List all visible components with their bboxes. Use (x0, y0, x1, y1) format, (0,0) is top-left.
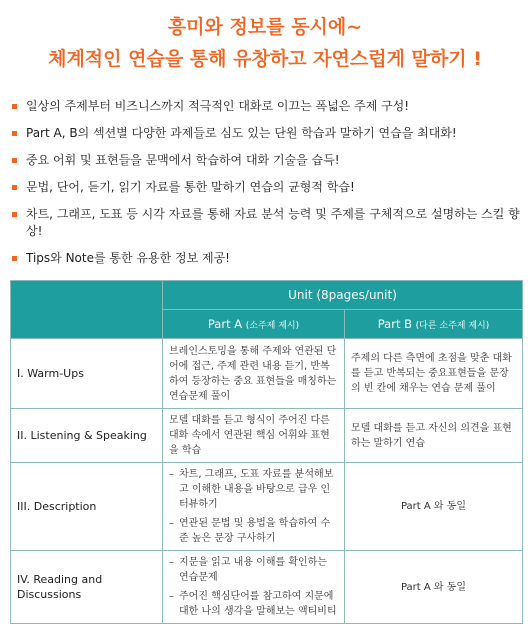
table-corner (11, 281, 163, 339)
row-title: I. Warm-Ups (11, 339, 163, 409)
feature-item: 차트, 그래프, 도표 등 시각 자료를 통해 자료 분석 능력 및 주제를 구체적으로 설명하는 스킬 향상! (12, 206, 522, 240)
feature-item: 일상의 주제부터 비즈니스까지 적극적인 대화로 이끄는 폭넓은 주제 구성! (12, 98, 522, 115)
unit-structure-table (10, 280, 523, 624)
row-title: II. Listening & Speaking (11, 409, 163, 463)
feature-item: Part A, B의 섹션별 다양한 과제들로 심도 있는 단원 학습과 말하기 연습을 최대화! (12, 125, 522, 142)
headline-line1: 흥미와 정보를 동시에~ (167, 16, 363, 38)
bullet-icon (12, 158, 17, 163)
part-a-cell: 모델 대화를 듣고 형식이 주어진 다른 대화 속에서 연관된 핵심 어휘와 표현을 학습 (163, 409, 345, 463)
row-title: III. Description (11, 463, 163, 551)
feature-item: 문법, 단어, 듣기, 읽기 자료를 통한 말하기 연습의 균형적 학습! (12, 179, 522, 196)
bullet-icon (12, 185, 17, 190)
bullet-icon (12, 131, 17, 136)
list-item: – 주어진 핵심단어를 참고하여 지문에 대한 나의 생각을 말해보는 액티비티 (169, 591, 337, 617)
part-b-header: Part B (다른 소주제 제시) (345, 310, 523, 339)
table-row (11, 463, 523, 551)
table-row (11, 551, 523, 624)
part-a-cell (163, 551, 345, 624)
part-b-cell: 모델 대화를 듣고 자신의 의견을 표현하는 말하기 연습 (345, 409, 523, 463)
bullet-icon (12, 256, 17, 261)
part-b-cell: Part A 와 동일 (345, 551, 523, 624)
feature-item: Tips와 Note를 통한 유용한 정보 제공! (12, 250, 522, 267)
bullet-icon (12, 104, 17, 109)
row-title: IV. Reading and Discussions (11, 551, 163, 624)
list-item: – 지문을 읽고 내용 이해를 확인하는 연습문제 (169, 557, 327, 583)
list-item: – 연관된 문법 및 용법을 학습하여 수준 높은 문장 구사하기 (169, 518, 331, 544)
list-item: – 차트, 그래프, 도표 자료를 분석해보고 이해한 내용을 바탕으로 급우 인터뷰하기 (169, 469, 334, 510)
part-a-cell (163, 463, 345, 551)
part-a-cell: 브레인스토밍을 통해 주제와 연관된 단어에 접근, 주제 관련 내용 듣기, 반복하여 등장하는 중요 표현들을 매칭하는 연습문제 풀이 (163, 339, 345, 409)
feature-list (12, 98, 522, 277)
part-a-header: Part A (소주제 제시) (163, 310, 345, 339)
feature-item: 중요 어휘 및 표현들을 문맥에서 학습하여 대화 기술을 습득! (12, 152, 522, 169)
part-b-cell: Part A 와 동일 (345, 463, 523, 551)
table-row (11, 409, 523, 463)
table-row (11, 339, 523, 409)
unit-header: Unit (8pages/unit) (163, 281, 523, 310)
part-b-cell: 주제의 다른 측면에 초점을 맞춘 대화를 듣고 반복되는 중요표현들을 문장의 빈 칸에 채우는 연습 문제 풀이 (345, 339, 523, 409)
headline-line2: 체계적인 연습을 통해 유창하고 자연스럽게 말하기 ! (48, 48, 482, 70)
bullet-icon (12, 212, 17, 217)
